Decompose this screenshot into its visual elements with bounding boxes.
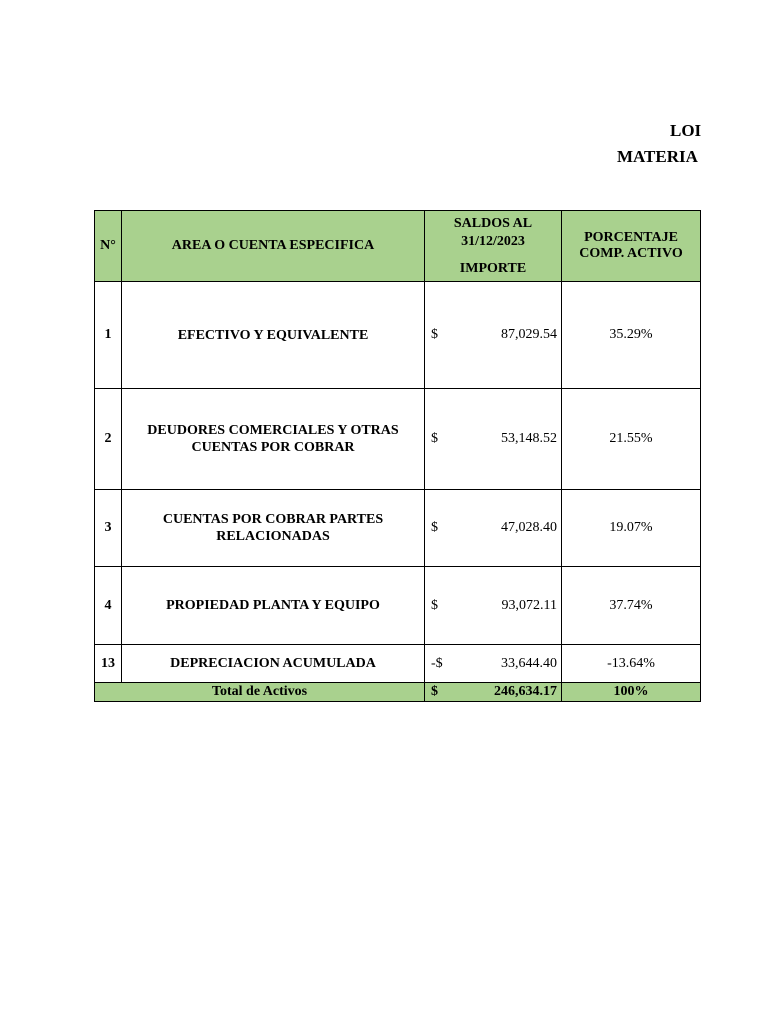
header-importe: IMPORTE — [459, 260, 527, 276]
row-amount-cell — [425, 389, 562, 490]
currency-symbol: $ — [431, 684, 438, 699]
row-percentage: 19.07% — [562, 490, 701, 567]
row-amount: 53,148.52 — [501, 431, 557, 446]
header-percentage-line2: COMP. ACTIVO — [579, 246, 683, 261]
table-row — [95, 389, 701, 490]
currency-symbol: $ — [431, 431, 438, 446]
row-area: PROPIEDAD PLANTA Y EQUIPO — [122, 567, 425, 645]
row-percentage: 21.55% — [562, 389, 701, 490]
currency-symbol: $ — [431, 520, 438, 535]
row-area: EFECTIVO Y EQUIVALENTE — [122, 282, 425, 389]
row-amount-cell — [425, 490, 562, 567]
row-amount-cell — [425, 282, 562, 389]
asset-composition-table — [94, 210, 701, 702]
row-area: DEPRECIACION ACUMULADA — [122, 645, 425, 683]
header-percentage — [562, 211, 701, 282]
row-amount-cell — [425, 567, 562, 645]
table-row — [95, 282, 701, 389]
row-percentage: 35.29% — [562, 282, 701, 389]
row-number: 4 — [95, 567, 122, 645]
table-row — [95, 490, 701, 567]
total-label: Total de Activos — [95, 683, 425, 702]
row-amount: 33,644.40 — [501, 655, 557, 671]
row-number: 13 — [95, 645, 122, 683]
row-area: DEUDORES COMERCIALES Y OTRAS CUENTAS POR COBRAR — [122, 389, 425, 490]
currency-symbol: $ — [431, 327, 438, 342]
row-number: 2 — [95, 389, 122, 490]
row-area: CUENTAS POR COBRAR PARTES RELACIONADAS — [122, 490, 425, 567]
table-row — [95, 567, 701, 645]
document-title-line-2: MATERIA — [617, 147, 698, 166]
row-percentage: 37.74% — [562, 567, 701, 645]
row-amount: 87,029.54 — [501, 327, 557, 342]
currency-symbol: -$ — [431, 655, 443, 671]
header-saldos-date: 31/12/2023 — [461, 233, 525, 249]
header-area: AREA O CUENTA ESPECIFICA — [122, 211, 425, 282]
table-header-row — [95, 211, 701, 282]
row-amount-cell — [425, 645, 562, 683]
header-saldos — [425, 211, 562, 282]
header-percentage-line1: PORCENTAJE — [584, 230, 678, 245]
header-number: N° — [95, 211, 122, 282]
row-amount: 47,028.40 — [501, 520, 557, 535]
total-amount: 246,634.17 — [494, 684, 557, 699]
row-percentage: -13.64% — [562, 645, 701, 683]
row-number: 1 — [95, 282, 122, 389]
currency-symbol: $ — [431, 597, 438, 613]
total-row — [95, 683, 701, 702]
document-title-line-1: LOI — [670, 121, 702, 140]
table-row — [95, 645, 701, 683]
row-number: 3 — [95, 490, 122, 567]
total-amount-cell — [425, 683, 562, 702]
row-amount: 93,072.11 — [501, 597, 557, 613]
total-percentage: 100% — [562, 683, 701, 702]
header-saldos-line1: SALDOS AL — [453, 215, 533, 231]
